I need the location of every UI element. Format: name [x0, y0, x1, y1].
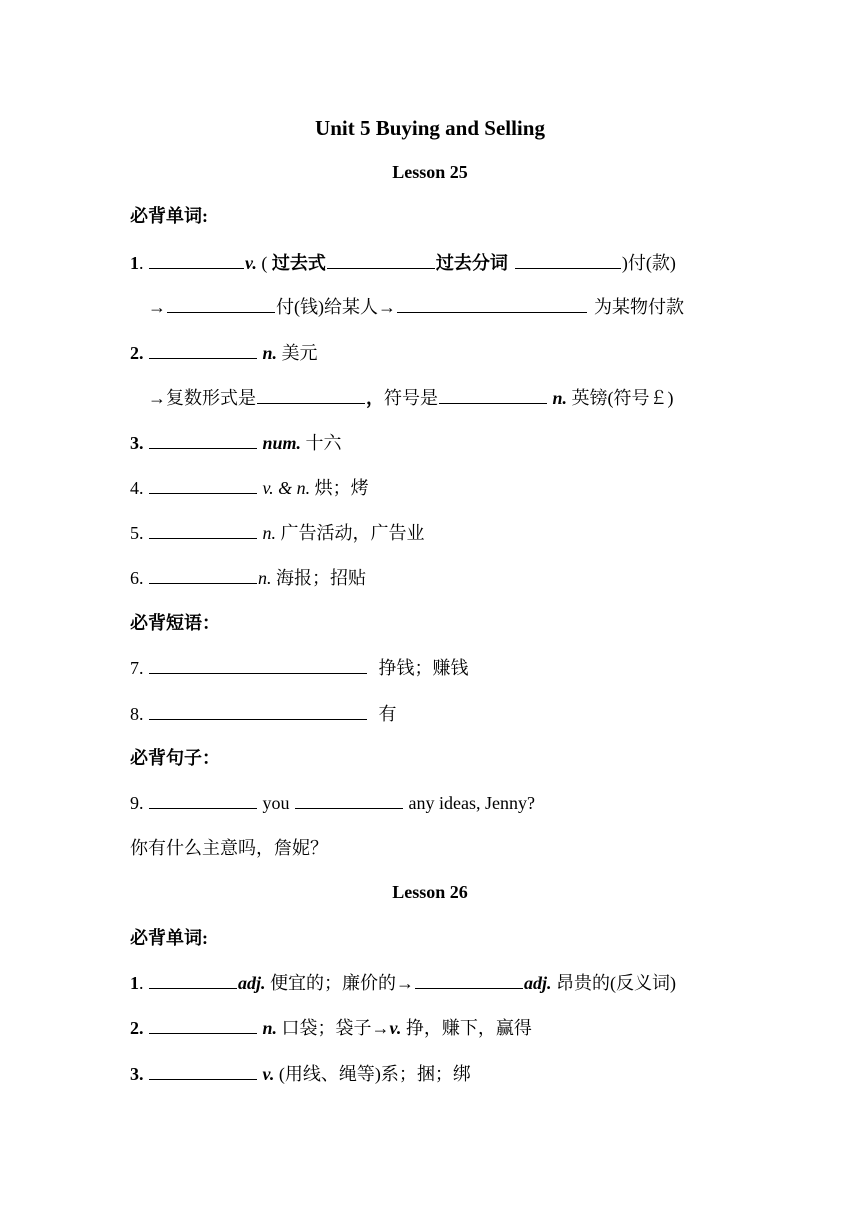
item-9-translation: 你有什么主意吗，詹妮？	[130, 838, 328, 858]
item-number: 4.	[130, 478, 144, 498]
pos: n.	[262, 523, 276, 543]
item-number: 5.	[130, 523, 144, 543]
section-words-heading: 必背单词:	[130, 206, 208, 226]
item-2-derivatives	[148, 387, 674, 409]
meaning: 付(钱)给某人→	[276, 297, 396, 317]
blank[interactable]	[149, 252, 244, 269]
blank[interactable]	[149, 972, 237, 989]
item-4	[130, 477, 369, 499]
blank[interactable]	[149, 342, 257, 359]
item-number: 3.	[130, 433, 144, 453]
item-3-lesson26	[130, 1063, 471, 1085]
pos: num.	[262, 433, 302, 453]
item-number: 3.	[130, 1064, 144, 1084]
meaning: (用线、绳等)系；捆；绑	[278, 1064, 471, 1084]
blank[interactable]	[149, 1017, 257, 1034]
meaning: 英镑(符号￡)	[571, 388, 674, 408]
pos: v.	[245, 253, 257, 273]
lesson-25-heading: Lesson 25	[392, 162, 468, 182]
item-7	[130, 657, 469, 679]
item-1-derivatives	[148, 296, 684, 318]
pos: adj.	[238, 973, 266, 993]
pos: v. & n.	[262, 478, 311, 498]
word: you	[262, 793, 290, 813]
blank[interactable]	[397, 296, 587, 313]
label: 过去式	[271, 253, 326, 273]
meaning: 符号是	[384, 388, 438, 408]
meaning: 广告活动，广告业	[280, 523, 425, 543]
item-number: 1	[130, 973, 139, 993]
item-number: 2.	[130, 343, 144, 363]
item-number: 6.	[130, 568, 144, 588]
blank[interactable]	[257, 387, 365, 404]
meaning: )付(款)	[621, 253, 676, 273]
item-3	[130, 432, 342, 454]
arrow: →	[148, 297, 166, 317]
meaning: 挣，赚下，赢得	[405, 1018, 532, 1038]
pos: adj.	[524, 973, 552, 993]
lesson-26-heading: Lesson 26	[392, 882, 468, 902]
item-number: 1	[130, 253, 139, 273]
meaning: 口袋；袋子→	[281, 1018, 390, 1038]
pos: n.	[262, 1018, 278, 1038]
item-1-lesson26: 1. adj. 便宜的；廉价的→ adj. 昂贵的(反义词)	[130, 973, 677, 993]
meaning: 烘；烤	[314, 478, 369, 498]
label: 过去分词	[435, 253, 508, 273]
pos: n.	[258, 568, 272, 588]
meaning: 便宜的；廉价的→	[270, 973, 415, 993]
item-number: 8.	[130, 704, 144, 724]
unit-title: Unit 5 Buying and Selling	[315, 116, 545, 140]
meaning: 十六	[305, 433, 342, 453]
item-number: 2.	[130, 1018, 144, 1038]
blank[interactable]	[439, 387, 547, 404]
sentence-tail: any ideas, Jenny?	[408, 793, 535, 813]
item-number: 9.	[130, 793, 144, 813]
blank[interactable]	[515, 252, 621, 269]
blank[interactable]	[149, 703, 367, 720]
item-6	[130, 567, 366, 589]
meaning: 美元	[281, 343, 318, 363]
blank[interactable]	[149, 432, 257, 449]
blank[interactable]	[167, 296, 275, 313]
item-9	[130, 792, 535, 814]
item-8	[130, 703, 397, 725]
blank[interactable]	[149, 792, 257, 809]
item-5	[130, 522, 425, 544]
pos: n.	[552, 388, 568, 408]
item-2	[130, 342, 318, 364]
meaning: →复数形式是	[148, 388, 256, 408]
item-1: 1. v. ( 过去式 过去分词 )付(款)	[130, 253, 676, 273]
pos: v.	[262, 1064, 275, 1084]
section-sentences-heading: 必背句子：	[130, 748, 220, 768]
meaning: 有	[378, 704, 397, 724]
blank[interactable]	[295, 792, 403, 809]
meaning: 为某物付款	[594, 297, 684, 317]
blank[interactable]	[149, 657, 367, 674]
blank[interactable]	[415, 972, 523, 989]
comma: ，	[366, 388, 384, 408]
item-number: 7.	[130, 658, 144, 678]
blank[interactable]	[149, 567, 257, 584]
pos: v.	[389, 1018, 402, 1038]
blank[interactable]	[149, 522, 257, 539]
blank[interactable]	[327, 252, 435, 269]
blank[interactable]	[149, 1063, 257, 1080]
section-words-heading-26: 必背单词:	[130, 928, 208, 948]
meaning: 挣钱；赚钱	[378, 658, 469, 678]
section-phrases-heading: 必背短语：	[130, 613, 220, 633]
pos: n.	[262, 343, 278, 363]
meaning: 昂贵的(反义词)	[556, 973, 677, 993]
item-2-lesson26	[130, 1017, 532, 1039]
meaning: 海报；招贴	[276, 568, 366, 588]
blank[interactable]	[149, 477, 257, 494]
paren: (	[256, 253, 272, 273]
